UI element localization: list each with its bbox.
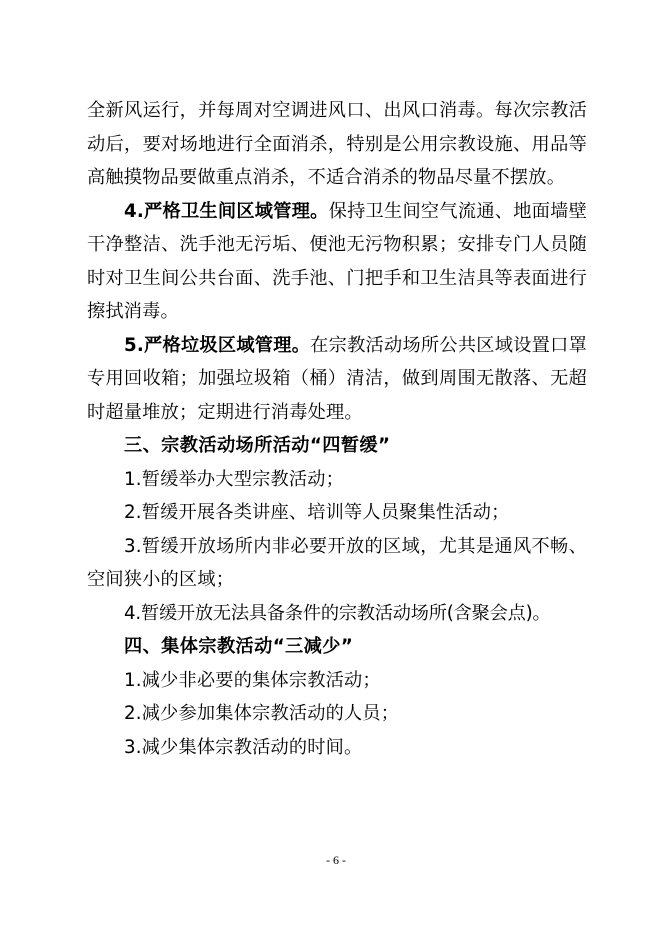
paragraph-text: 在宗教活动场所公共区域设置口罩专用回收箱；加强垃圾箱（桶）清洁，做到周围无散落、无超时超量堆放；定期进行消毒处理。: [87, 334, 587, 423]
list-item: 3.暂缓开放场所内非必要开放的区域，尤其是通风不畅、空间狭小的区域；: [87, 535, 587, 590]
list-item: 1.减少非必要的集体宗教活动；: [124, 669, 381, 691]
document-body: [87, 94, 587, 764]
paragraph-lead: 5.严格垃圾区域管理。: [124, 334, 311, 356]
section-heading-three-reductions: 四、集体宗教活动“三减少”: [124, 636, 354, 657]
list-item: 1.暂缓举办大型宗教活动；: [124, 468, 345, 490]
section-heading-four-postponements: 三、宗教活动场所活动“四暂缓”: [124, 435, 391, 456]
list-item: 3.减少集体宗教活动的时间。: [124, 736, 363, 758]
list-item: 2.暂缓开展各类讲座、培训等人员聚集性活动；: [124, 502, 510, 523]
paragraph-lead: 4.严格卫生间区域管理。: [124, 200, 329, 222]
list-item: 2.减少参加集体宗教活动的人员；: [124, 703, 400, 724]
paragraph-text: 保持卫生间空气流通、地面墙壁干净整洁、洗手池无污垢、便池无污物积累；安排专门人员随时对卫生间公共台面、洗手池、门把手和卫生洁具等表面进行擦拭消毒。: [87, 200, 587, 322]
list-item: 4.暂缓开放无法具备条件的宗教活动场所(含聚会点)。: [124, 602, 551, 624]
page-number: - 6 -: [326, 853, 346, 867]
paragraph-garbage-management: [87, 329, 587, 430]
paragraph-restroom-management: [87, 195, 587, 329]
paragraph-text: 全新风运行，并每周对空调进风口、出风口消毒。每次宗教活动后，要对场地进行全面消杀，特别是公用宗教设施、用品等高触摸物品要做重点消杀，不适合消杀的物品尽量不摆放。: [87, 100, 587, 188]
paragraph-ventilation-continued: [87, 94, 587, 195]
